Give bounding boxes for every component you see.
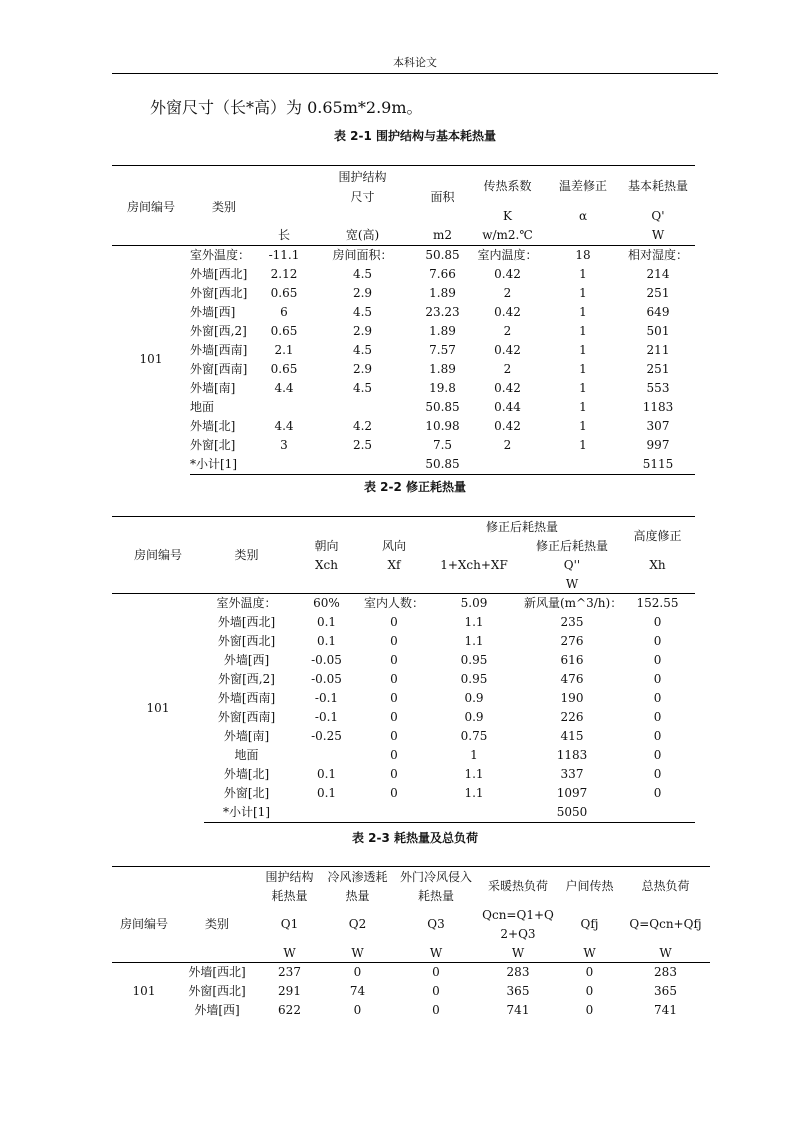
value-cell: 501	[646, 323, 670, 338]
t3-h-qt-sym: Q=Qcn+Qfj	[629, 917, 702, 931]
t2-h-orient-sym: Xch	[315, 557, 338, 572]
value-cell: 152.55	[620, 594, 695, 614]
value-cell: 19.8	[429, 380, 456, 395]
t3-h-qt: 总热负荷	[621, 867, 710, 906]
page-header: 本科论文	[393, 56, 437, 69]
value-cell	[258, 398, 310, 417]
value-cell: 1.1	[464, 615, 484, 629]
category-cell: 室外温度：	[190, 245, 258, 265]
value-cell: 0	[585, 1003, 594, 1017]
value-cell: 1.1	[464, 786, 484, 800]
value-cell: 0.42	[494, 418, 521, 433]
value-cell: 211	[646, 342, 670, 357]
t3-h-q1a: 围护结构	[258, 867, 321, 887]
t2-h-corrected: 修正后耗热量	[424, 517, 620, 537]
value-cell: 553	[646, 380, 670, 395]
value-cell: 337	[560, 767, 584, 781]
table3-caption: 表 2-3 耗热量及总负荷	[351, 831, 479, 845]
value-cell: 2.9	[352, 285, 373, 300]
category-cell: *小计[1]	[190, 455, 258, 475]
t1-h-base-unit: W	[651, 228, 665, 242]
value-cell: 74	[349, 984, 366, 998]
category-cell: 室外温度：	[204, 594, 289, 614]
value-cell: 4.5	[352, 380, 373, 395]
t3-h-unit-qcn: W	[511, 945, 525, 960]
t3-h-qcn-a: Qcn=Q1+Q	[482, 907, 554, 922]
table-row	[112, 455, 695, 475]
t3-h-unit-q3: W	[429, 945, 443, 960]
table2	[112, 516, 695, 823]
value-cell: 0	[558, 963, 621, 983]
value-cell: 室内人数：	[364, 594, 424, 614]
value-cell: -0.05	[311, 672, 342, 686]
value-cell: 5050	[524, 803, 620, 823]
value-cell: -0.05	[311, 653, 342, 667]
t1-h-k-unit: w/m2.℃	[482, 228, 533, 242]
value-cell: 2.1	[274, 342, 294, 357]
value-cell: 226	[560, 710, 584, 724]
t3-h-q3a: 外门冷风侵入	[394, 867, 478, 887]
value-cell: 2	[503, 323, 512, 338]
table-row	[112, 322, 695, 341]
value-cell: 0	[321, 963, 394, 983]
category-cell: *小计[1]	[204, 803, 289, 823]
value-cell	[258, 455, 310, 475]
category-cell: 外墙[西北]	[176, 963, 258, 983]
value-cell	[424, 803, 524, 823]
value-cell: 0	[653, 710, 662, 724]
value-cell: -11.1	[258, 245, 310, 265]
t3-h-qfj: 户间传热	[558, 867, 621, 906]
value-cell: 0	[653, 634, 662, 648]
value-cell: 0	[390, 653, 398, 667]
value-cell: 50.85	[425, 399, 460, 414]
t1-h-area: 面积	[430, 190, 455, 204]
value-cell: 1	[579, 266, 587, 281]
t1-h-width: 宽(高)	[345, 228, 380, 242]
t1-h-size: 尺寸	[350, 190, 375, 204]
value-cell: 476	[560, 672, 584, 686]
value-cell: 365	[654, 984, 677, 998]
value-cell: 1183	[556, 748, 588, 762]
table1-caption: 表 2-1 围护结构与基本耗热量	[333, 129, 497, 143]
t2-h-height: 高度修正	[620, 517, 695, 556]
room-number-cell: 101	[112, 245, 190, 474]
value-cell: 相对湿度：	[621, 245, 695, 265]
value-cell: 0.95	[460, 672, 488, 686]
t2-h-q: 修正后耗热量	[536, 538, 609, 553]
value-cell: 5115	[621, 455, 695, 475]
t1-h-base: 基本耗热量	[621, 166, 695, 207]
value-cell	[470, 455, 545, 475]
value-cell: 室内温度：	[470, 245, 545, 265]
value-cell	[289, 746, 364, 765]
value-cell: 0.42	[494, 342, 521, 357]
t1-h-len: 长	[277, 228, 290, 242]
t3-h-type: 类别	[204, 917, 229, 931]
value-cell: 616	[560, 653, 584, 667]
value-cell: 0	[432, 984, 440, 998]
value-cell: 214	[646, 266, 670, 281]
t2-h-room: 房间编号	[133, 548, 182, 562]
table1	[112, 165, 695, 475]
table2-caption: 表 2-2 修正耗热量	[363, 480, 467, 494]
value-cell: 997	[646, 437, 670, 452]
t1-h-room: 房间编号	[126, 199, 175, 214]
category-cell: 外窗[西南]	[190, 361, 248, 376]
value-cell: 0.65	[270, 361, 298, 376]
category-cell: 外墙[西南]	[190, 342, 248, 357]
value-cell: 0	[390, 729, 398, 743]
table-row	[112, 963, 710, 983]
value-cell	[289, 803, 364, 823]
value-cell: 283	[478, 963, 558, 983]
value-cell: 307	[646, 418, 670, 433]
value-cell: 0	[653, 615, 662, 629]
value-cell: 4.5	[352, 342, 373, 357]
t1-h-envelope: 围护结构	[310, 166, 415, 188]
value-cell: 4.4	[274, 380, 294, 395]
t3-h-q3: Q3	[427, 917, 445, 931]
value-cell: 0.65	[270, 285, 298, 300]
value-cell: 283	[621, 963, 710, 983]
value-cell	[310, 455, 415, 475]
value-cell: 0.1	[316, 615, 337, 629]
value-cell: 0.9	[464, 710, 484, 724]
t3-h-q1: Q1	[280, 917, 299, 931]
value-cell: 0	[390, 672, 398, 686]
t3-h-qcn: 采暖热负荷	[478, 867, 558, 906]
table3	[112, 866, 710, 1020]
value-cell: 2.9	[352, 361, 373, 376]
value-cell: 4.5	[352, 304, 373, 319]
value-cell: 0	[390, 710, 398, 724]
category-cell: 外墙[西北]	[217, 615, 276, 629]
value-cell: -0.25	[311, 729, 342, 743]
value-cell: 0	[653, 653, 662, 667]
value-cell: -0.1	[314, 691, 339, 705]
value-cell: 2	[503, 361, 512, 376]
value-cell	[620, 803, 695, 823]
value-cell: 1	[579, 418, 587, 433]
value-cell: 251	[646, 285, 670, 300]
table-row	[112, 360, 695, 379]
category-cell: 外窗[西,2]	[218, 672, 275, 686]
value-cell: 1	[579, 304, 587, 319]
category-cell: 外窗[北]	[190, 437, 236, 452]
t2-h-factor: 1+Xch+XF	[440, 557, 508, 572]
category-cell: 外墙[北]	[190, 418, 236, 433]
table-row	[112, 341, 695, 360]
value-cell: 6	[280, 304, 288, 319]
value-cell: 0	[390, 767, 398, 781]
table-row	[112, 1001, 710, 1020]
t1-h-temp-sym: α	[578, 209, 588, 223]
value-cell: 0.44	[494, 399, 521, 414]
value-cell: 0	[653, 691, 662, 705]
category-cell: 外窗[西北]	[217, 634, 276, 648]
t3-h-unit-q1: W	[283, 945, 296, 960]
category-cell: 外窗[西北]	[190, 285, 248, 300]
value-cell: 0	[390, 634, 398, 648]
value-cell: 365	[506, 984, 530, 998]
value-cell: 0	[394, 963, 478, 983]
t2-h-height-sym: Xh	[649, 557, 666, 572]
table-row	[112, 303, 695, 322]
table-row	[112, 265, 695, 284]
value-cell: 0	[653, 729, 662, 743]
value-cell: 741	[654, 1003, 677, 1017]
value-cell: 1	[579, 323, 587, 338]
table-row	[112, 594, 695, 614]
value-cell: 1	[579, 285, 587, 300]
value-cell: 0.95	[460, 653, 488, 667]
value-cell: 0.1	[316, 767, 337, 781]
value-cell: 10.98	[425, 418, 460, 433]
t1-h-k: 传热系数	[470, 166, 545, 207]
value-cell: 1.89	[429, 361, 456, 376]
category-cell: 外窗[北]	[223, 786, 270, 800]
t2-h-type: 类别	[234, 548, 259, 562]
value-cell: 0	[390, 691, 398, 705]
value-cell: 0.65	[270, 323, 298, 338]
value-cell: 1.1	[464, 634, 484, 648]
value-cell: 0	[653, 672, 662, 686]
t3-h-q2b: 热量	[345, 888, 370, 903]
table-row	[112, 379, 695, 398]
value-cell: 0.75	[460, 729, 488, 743]
t3-h-unit-qt: W	[659, 945, 672, 960]
t1-h-k-sym: K	[503, 209, 512, 223]
category-cell: 外墙[北]	[223, 767, 270, 781]
value-cell: 276	[560, 634, 584, 648]
value-cell: 2	[503, 285, 512, 300]
table-row	[112, 245, 695, 265]
value-cell: 1	[579, 380, 587, 395]
value-cell: 0	[653, 748, 662, 762]
value-cell: 0	[432, 1003, 440, 1017]
value-cell: 1.1	[464, 767, 484, 781]
value-cell: 622	[278, 1003, 301, 1017]
category-cell: 外墙[西]	[194, 1003, 240, 1017]
value-cell: 7.57	[429, 342, 456, 357]
room-number-cell: 101	[112, 594, 204, 823]
value-cell	[545, 455, 621, 475]
value-cell: 1	[470, 748, 478, 762]
value-cell: 1	[579, 399, 587, 414]
value-cell: 1.89	[429, 285, 456, 300]
category-cell: 外墙[南]	[190, 380, 236, 395]
category-cell: 地面	[190, 399, 215, 414]
value-cell: 0.1	[316, 634, 337, 648]
value-cell: 2.9	[352, 323, 373, 338]
value-cell: 60%	[289, 594, 364, 614]
t3-h-unit-qfj: W	[583, 945, 596, 960]
value-cell: 0	[653, 767, 662, 781]
table-row	[112, 284, 695, 303]
value-cell: 415	[560, 729, 584, 743]
value-cell: 0.42	[494, 266, 521, 281]
value-cell: 235	[560, 615, 584, 629]
value-cell: 1	[579, 361, 587, 376]
value-cell: 251	[646, 361, 670, 376]
value-cell: 0.42	[494, 304, 521, 319]
t2-h-q-sym: Q''	[563, 557, 581, 572]
value-cell: 1	[579, 342, 587, 357]
t1-h-type: 类别	[211, 199, 236, 214]
value-cell: 0	[653, 786, 662, 800]
value-cell: 0	[390, 615, 398, 629]
t3-h-q1b: 耗热量	[271, 888, 308, 903]
value-cell: 1	[579, 437, 587, 452]
t1-h-area-unit: m2	[432, 228, 452, 242]
table-row	[112, 398, 695, 417]
value-cell: 190	[560, 691, 584, 705]
table-row	[112, 982, 710, 1001]
value-cell: 649	[646, 304, 670, 319]
value-cell	[364, 803, 424, 823]
value-cell: 0	[585, 984, 594, 998]
value-cell: 4.4	[274, 418, 294, 433]
value-cell: -0.1	[314, 710, 339, 724]
category-cell: 地面	[234, 748, 259, 762]
category-cell: 外墙[西]	[223, 653, 270, 667]
value-cell	[310, 398, 415, 417]
value-cell: 7.66	[429, 266, 456, 281]
intro-text: 外窗尺寸（长*高）为 0.65m*2.9m。	[150, 98, 423, 117]
t2-h-q-unit: W	[565, 576, 579, 591]
value-cell: 0	[390, 748, 398, 762]
t2-h-wind-sym: Xf	[387, 557, 401, 572]
value-cell: 23.23	[425, 304, 460, 319]
value-cell: 237	[258, 963, 321, 983]
value-cell: 5.09	[424, 594, 524, 614]
header-rule	[112, 73, 718, 74]
value-cell: 房间面积：	[310, 245, 415, 265]
value-cell: 新风量(m^3/h)：	[524, 594, 620, 614]
value-cell: 7.5	[432, 437, 453, 452]
value-cell: 1183	[642, 399, 674, 414]
value-cell: 0.42	[494, 380, 521, 395]
t1-h-base-sym: Q'	[651, 209, 665, 223]
t2-h-wind: 风向	[381, 538, 406, 553]
value-cell: 0	[353, 1003, 362, 1017]
value-cell: 741	[506, 1003, 530, 1017]
category-cell: 外窗[西北]	[188, 984, 246, 998]
t3-h-q2a: 冷风渗透耗	[321, 867, 394, 887]
value-cell: 2.5	[352, 437, 373, 452]
category-cell: 外窗[西南]	[217, 710, 276, 724]
value-cell: 2	[503, 437, 512, 452]
table-row	[112, 417, 695, 436]
category-cell: 外墙[西北]	[190, 266, 248, 281]
value-cell: 291	[278, 984, 301, 998]
t3-h-q3b: 耗热量	[417, 888, 454, 903]
value-cell: 0.1	[316, 786, 337, 800]
value-cell: 4.5	[352, 266, 373, 281]
value-cell: 1.89	[429, 323, 456, 338]
value-cell: 18	[545, 245, 621, 265]
t3-h-unit-q2: W	[351, 945, 364, 960]
t3-h-q2: Q2	[348, 917, 367, 931]
value-cell: 4.2	[352, 418, 373, 433]
category-cell: 外墙[西]	[190, 304, 236, 319]
value-cell: 1097	[556, 786, 588, 800]
t3-h-room: 房间编号	[119, 917, 168, 931]
t3-h-qcn-b: 2+Q3	[500, 926, 536, 941]
category-cell: 外墙[西南]	[217, 691, 276, 705]
value-cell: 0.9	[464, 691, 484, 705]
value-cell: 50.85	[415, 455, 470, 475]
t1-h-temp: 温差修正	[545, 166, 621, 207]
value-cell: 2.12	[270, 266, 298, 281]
t2-h-orient: 朝向	[314, 538, 339, 553]
value-cell: 0	[390, 786, 398, 800]
category-cell: 外窗[西,2]	[190, 323, 247, 338]
category-cell: 外墙[南]	[223, 729, 270, 743]
value-cell: 50.85	[415, 245, 470, 265]
t3-h-qfj-sym: Qfj	[580, 917, 599, 931]
table-row	[112, 436, 695, 455]
room-number-cell: 101	[112, 963, 176, 1021]
value-cell: 3	[280, 437, 288, 452]
